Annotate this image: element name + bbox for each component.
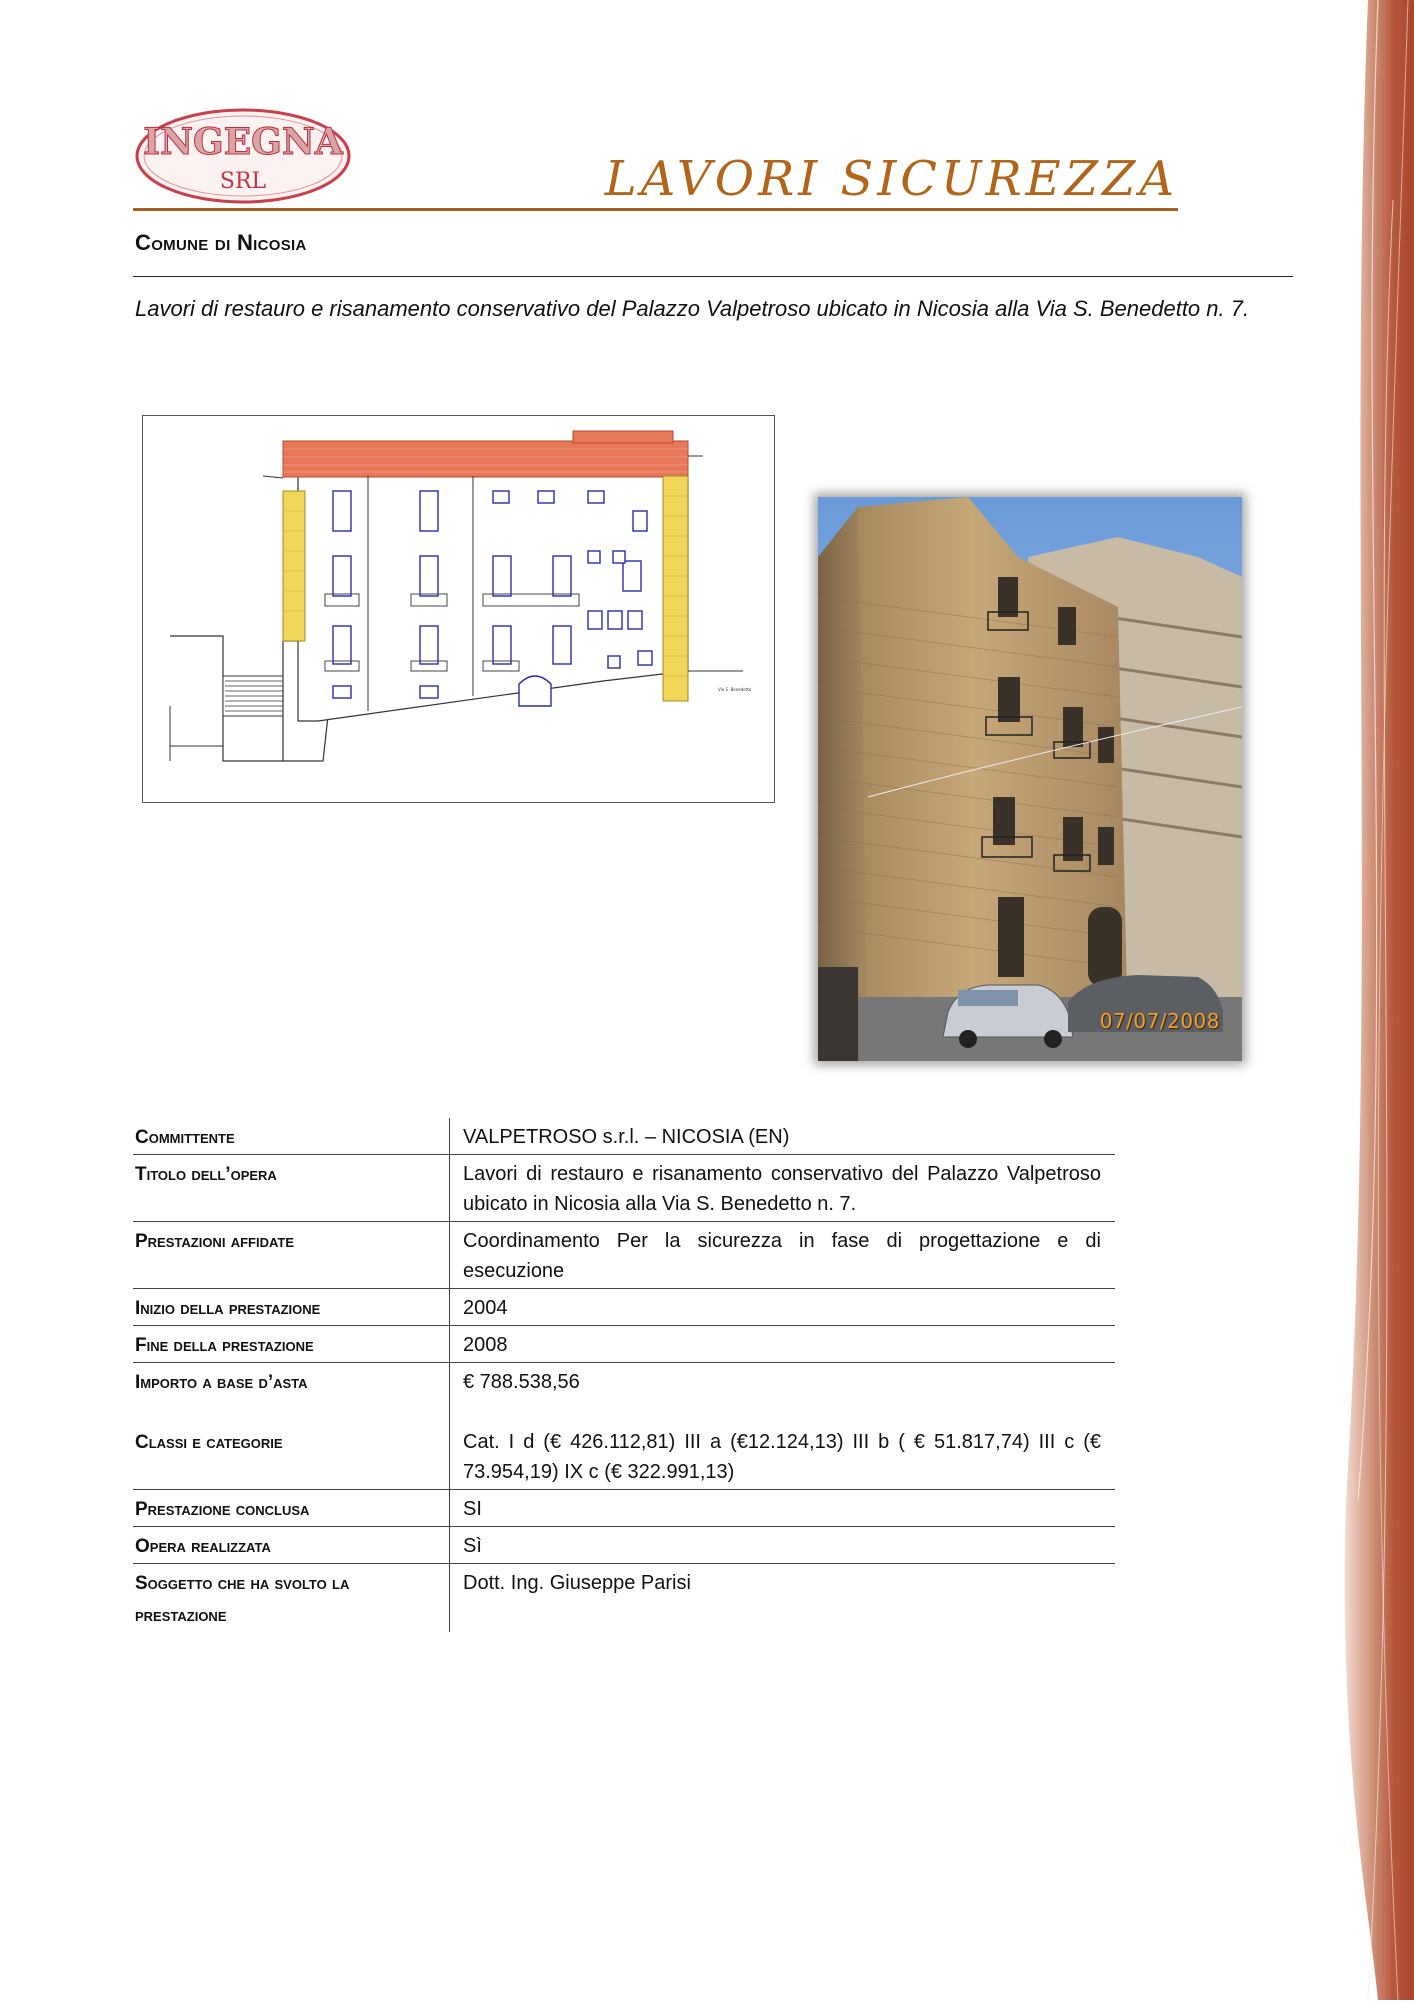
row-value-inizio: 2004 <box>463 1297 508 1319</box>
row-label-titolo: Titolo dell’opera <box>133 1155 450 1222</box>
table-row <box>133 1155 1115 1222</box>
photo-date-stamp: 07/07/2008 <box>1099 1009 1220 1033</box>
table-row <box>133 1527 1115 1564</box>
row-label-realizzata: Opera realizzata <box>133 1527 450 1564</box>
table-row <box>133 1118 1115 1155</box>
logo-subtitle: SRL <box>219 169 267 194</box>
row-value-conclusa: SI <box>463 1498 482 1520</box>
section-divider <box>133 276 1293 277</box>
row-value-fine: 2008 <box>463 1334 508 1356</box>
building-photo <box>818 497 1242 1061</box>
header-divider <box>133 208 1178 211</box>
row-value-titolo: Lavori di restauro e risanamento conservativo del Palazzo Valpetroso ubicato in Nicosia alla Via S. Benedetto n. 7. <box>463 1163 1101 1215</box>
row-label-conclusa: Prestazione conclusa <box>133 1490 450 1527</box>
row-label-importo: Importo a base d’asta <box>133 1363 450 1424</box>
project-info-table <box>133 1118 1115 1632</box>
table-row <box>133 1564 1115 1633</box>
company-logo <box>133 106 353 206</box>
document-title: LAVORI SICUREZZA <box>604 151 1178 207</box>
table-row <box>133 1222 1115 1289</box>
row-value-realizzata: Sì <box>463 1535 482 1557</box>
facade-elevation-drawing <box>142 415 775 803</box>
row-label-committente: Committente <box>133 1118 450 1155</box>
decorative-side-band <box>1338 0 1414 2000</box>
row-label-inizio: Inizio della prestazione <box>133 1289 450 1326</box>
row-value-prestazioni: Coordinamento Per la sicurezza in fase di progettazione e di esecuzione <box>463 1230 1101 1282</box>
table-row <box>133 1289 1115 1326</box>
project-description: Lavori di restauro e risanamento conservativo del Palazzo Valpetroso ubicato in Nicosia alla Via S. Benedetto n. 7. <box>135 296 1250 321</box>
table-row <box>133 1363 1115 1424</box>
row-value-classi: Cat. I d (€ 426.112,81) III a (€12.124,13) III b ( € 51.817,74) III c (€ 73.954,19) IX c (€ 322.991,13) <box>463 1431 1101 1483</box>
table-row <box>133 1326 1115 1363</box>
row-value-soggetto: Dott. Ing. Giuseppe Parisi <box>463 1572 691 1594</box>
table-row <box>133 1423 1115 1490</box>
municipality-heading: Comune di Nicosia <box>135 230 307 255</box>
row-label-classi: Classi e categorie <box>133 1423 450 1490</box>
street-label: Via S. Benedetto <box>718 687 752 692</box>
row-label-soggetto: Soggetto che ha svolto la prestazione <box>133 1564 450 1633</box>
table-row <box>133 1490 1115 1527</box>
row-value-importo: € 788.538,56 <box>463 1371 580 1393</box>
row-label-fine: Fine della prestazione <box>133 1326 450 1363</box>
logo-name: INGEGNA <box>143 121 343 163</box>
row-value-committente: VALPETROSO s.r.l. – NICOSIA (EN) <box>463 1126 790 1148</box>
row-label-prestazioni: Prestazioni affidate <box>133 1222 450 1289</box>
